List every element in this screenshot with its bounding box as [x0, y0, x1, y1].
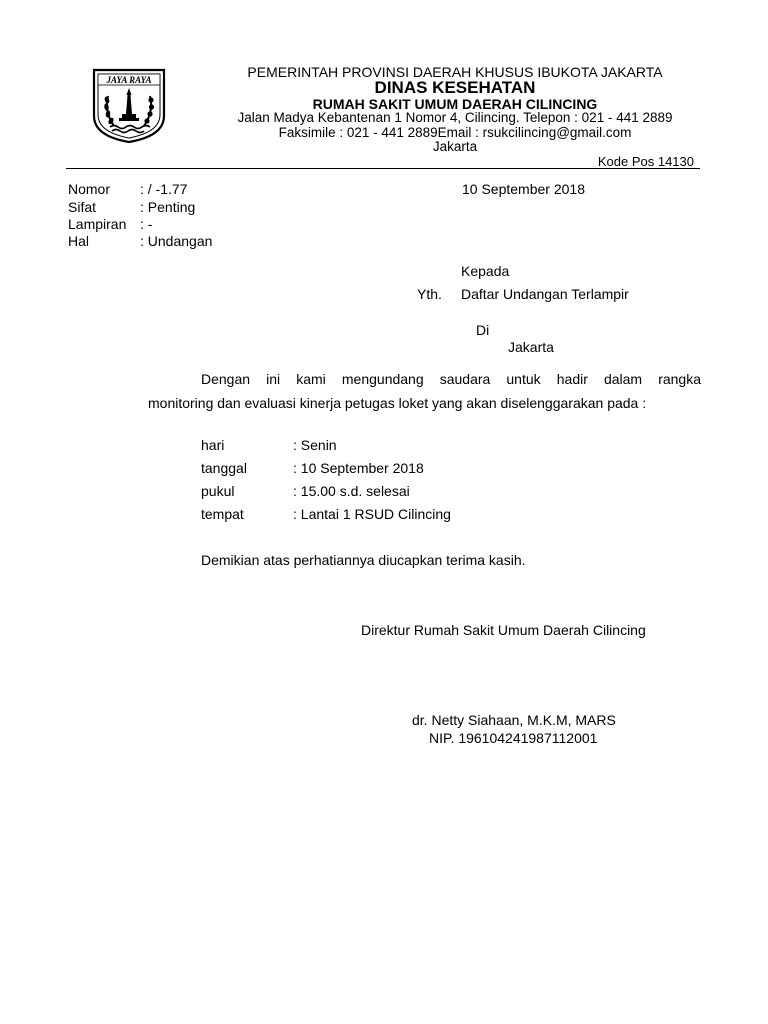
detail-label-pukul: pukul — [201, 483, 235, 499]
detail-value-tanggal: : 10 September 2018 — [293, 460, 424, 476]
hal-value: : Undangan — [140, 233, 213, 249]
yth-label: Yth. — [417, 286, 442, 302]
di-label: Di — [476, 322, 490, 338]
detail-label-hari: hari — [201, 437, 225, 453]
signatory-nip: NIP. 196104241987112001 — [429, 730, 598, 746]
government-heading: PEMERINTAH PROVINSI DAERAH KHUSUS IBUKOTA JAKARTA — [247, 64, 663, 80]
kepada-label: Kepada — [461, 263, 510, 279]
paragraph-line-2: monitoring dan evaluasi kinerja petugas loket yang akan diselenggarakan pada : — [148, 395, 647, 411]
logo-motto: JAYA RAYA — [106, 75, 152, 85]
fax-email-line: Faksimile : 021 - 441 2889Email : rsukcilincing@gmail.com — [278, 125, 632, 140]
recipient-name: Daftar Undangan Terlampir — [461, 286, 629, 302]
invitation-paragraph — [148, 367, 701, 415]
detail-value-tempat: : Lantai 1 RSUD Cilincing — [293, 506, 451, 522]
nomor-label: Nomor — [68, 181, 111, 197]
letter-date: 10 September 2018 — [462, 181, 585, 197]
closing-sentence: Demikian atas perhatiannya diucapkan terima kasih. — [201, 552, 526, 568]
nomor-value: : / -1.77 — [140, 181, 188, 197]
jakarta-emblem-logo — [90, 66, 168, 144]
postal-code: Kode Pos 14130 — [597, 154, 694, 169]
lampiran-label: Lampiran — [68, 216, 127, 232]
detail-label-tempat: tempat — [201, 506, 244, 522]
department-heading: DINAS KESEHATAN — [374, 78, 536, 97]
detail-value-pukul: : 15.00 s.d. selesai — [293, 483, 410, 499]
lampiran-value: : - — [140, 216, 153, 232]
city-line: Jakarta — [432, 139, 478, 154]
sifat-value: : Penting — [140, 199, 196, 215]
letterhead-divider — [66, 168, 700, 169]
sifat-label: Sifat — [68, 199, 97, 215]
detail-label-tanggal: tanggal — [201, 460, 247, 476]
address-line: Jalan Madya Kebantenan 1 Nomor 4, Cilincing. Telepon : 021 - 441 2889 — [237, 110, 673, 125]
hospital-heading: RUMAH SAKIT UMUM DAERAH CILINCING — [312, 96, 598, 112]
hal-label: Hal — [68, 233, 90, 249]
detail-value-hari: : Senin — [293, 437, 337, 453]
paragraph-line-1: Dengan ini kami mengundang saudara untuk hadir dalam rangka — [201, 371, 701, 387]
recipient-city: Jakarta — [508, 339, 554, 355]
signatory-name: dr. Netty Siahaan, M.K.M, MARS — [412, 712, 616, 728]
signatory-title: Direktur Rumah Sakit Umum Daerah Cilincing — [361, 622, 646, 638]
